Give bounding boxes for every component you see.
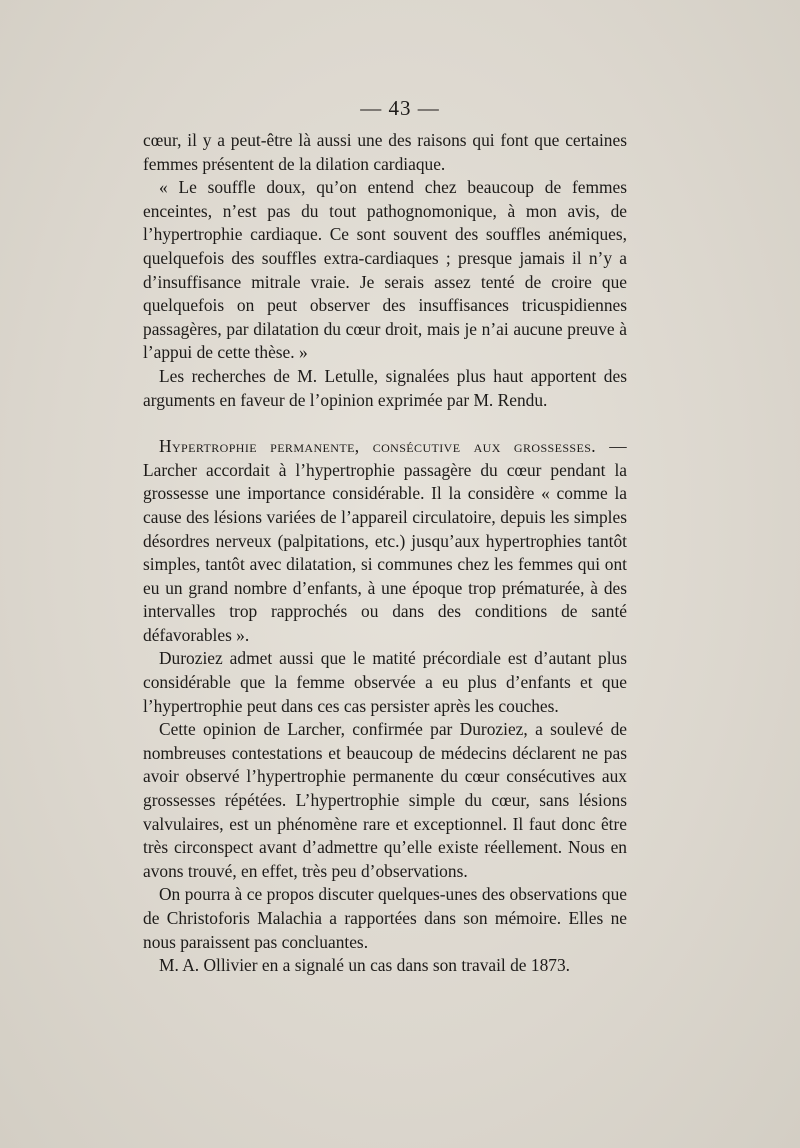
paragraph-letulle: Les recherches de M. Letulle, signalées plus haut apportent des arguments en faveur de l’opinion exprimée par M. Rendu. [143,365,627,410]
section-first-paragraph-text: Larcher accordait à l’hypertrophie passagère du cœur pendant la grossesse une importance considérable. Il la considère « comme la cause des lésions variées de l’appareil circulatoire, depuis les simples désordres nerveux (palpitations, etc.) jusqu’aux hypertrophies tantôt simples, tantôt avec dilatation, si communes chez les femmes qui ont eu un grand nombre d’enfants, à une époque trop prématurée, à des intervalles trop rapprochés ou dans des conditions de santé défavorables ». [143,459,627,645]
paragraph-larcher-opinion: Cette opinion de Larcher, confirmée par Duroziez, a soulevé de nombreuses contestations et beaucoup de médecins déclarent ne pas avoir observé l’hypertrophie permanente du cœur consécutives aux grossesses répétées. L’hypertrophie simple du cœur, sans lésions valvulaires, est un phénomène rare et exceptionnel. Il faut donc être très circonspect avant d’admettre qu’elle existe réellement. Nous en avons trouvé, en effet, très peu d’observations. [143,719,627,881]
text-block [143,129,627,978]
page-number: — 43 — [360,96,440,120]
paragraph-duroziez: Duroziez admet aussi que le matité précordiale est d’autant plus considérable que la femme observée a eu plus d’enfants et que l’hypertrophie peut dans ces cas persister après les couches. [143,648,627,716]
section-spacer [143,412,627,435]
paragraph-continuation: cœur, il y a peut-être là aussi une des raisons qui font que certaines femmes présentent de la dilation cardiaque. [143,130,627,174]
section-heading: Hypertrophie permanente, consécutive aux grossesses. — [159,436,627,457]
section-first-paragraph [143,435,627,647]
paragraph-quote: « Le souffle doux, qu’on entend chez beaucoup de femmes enceintes, n’est pas du tout pathognomonique, à mon avis, de l’hypertrophie cardiaque. Ce sont souvent des souffles anémiques, quelquefois des souffles extra-cardiaques ; presque jamais il n’y a d’insuffisance mitrale vraie. Je serais assez tenté de croire que quelquefois on peut observer des insuffisances tricuspidiennes passagères, par dilatation du cœur droit, mais je n’ai aucune preuve à l’appui de cette thèse. » [143,177,627,363]
paragraph-christoforis: On pourra à ce propos discuter quelques-unes des observations que de Christoforis Malachia a rapportées dans son mémoire. Elles ne nous paraissent pas concluantes. [143,884,627,952]
paragraph-ollivier: M. A. Ollivier en a signalé un cas dans son travail de 1873. [159,955,571,976]
